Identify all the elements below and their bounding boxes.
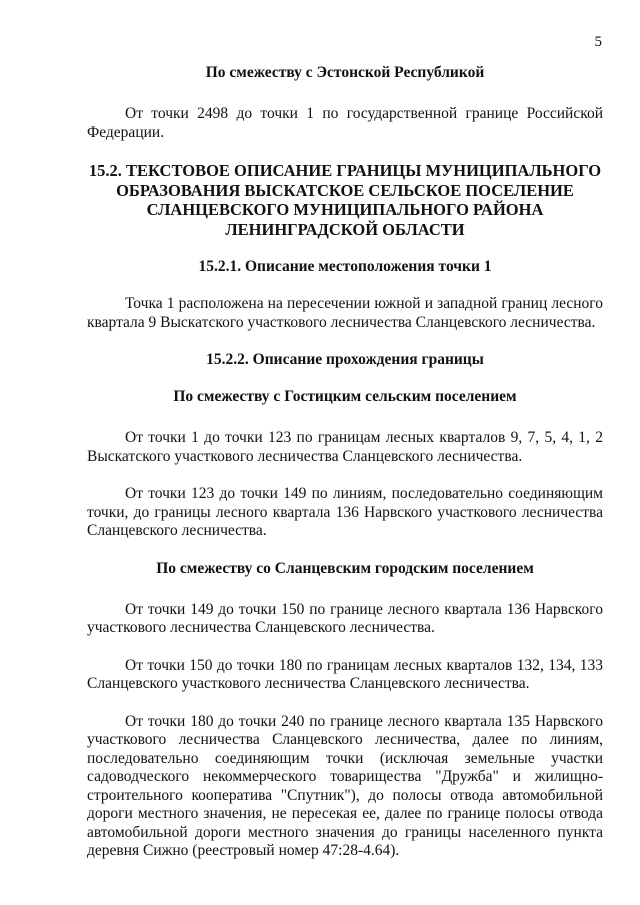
gostitsy-heading: По смежеству с Гостицким сельским поселением	[173, 388, 517, 405]
slantsy-paragraph-2: От точки 150 до точки 180 по границам лесных кварталов 132, 134, 133 Сланцевского участкового лесничества Сланцевского лесничества.	[87, 656, 603, 692]
section-title: 15.2. ТЕКСТОВОЕ ОПИСАНИЕ ГРАНИЦЫ МУНИЦИПАЛЬНОГО ОБРАЗОВАНИЯ ВЫСКАТСКОЕ СЕЛЬСКОЕ ПОСЕЛЕНИЕ СЛАНЦЕВСКОГО МУНИЦИПАЛЬНОГО РАЙОНА ЛЕНИНГРАДСКОЙ ОБЛАСТИ	[88, 161, 602, 239]
subsection-1-heading: 15.2.1. Описание местоположения точки 1	[198, 258, 492, 275]
estonia-paragraph: От точки 2498 до точки 1 по государственной границе Российской Федерации.	[87, 105, 603, 141]
slantsy-heading: По смежеству со Сланцевским городским поселением	[156, 559, 534, 577]
slantsy-paragraph-3: От точки 180 до точки 240 по границе лесного квартала 135 Нарвского участкового лесничества Сланцевского лесничества, далее по линиям, последовательно соединяющим точки (исключая земельные участки садоводческого некоммерческого товарищества "Дружба" и жилищно-строительного кооператива "Спутник"), до полосы отвода автомобильной дороги местного значения, не пересекая ее, далее по границе полосы отвода автомобильной дороги местного значения до границы населенного пункта деревня Сижно (реестровый номер 47:28-4.64).	[87, 712, 603, 859]
estonia-heading: По смежеству с Эстонской Республикой	[205, 64, 485, 81]
subsection-2-heading: 15.2.2. Описание прохождения границы	[206, 351, 484, 368]
gostitsy-paragraph-1: От точки 1 до точки 123 по границам лесных кварталов 9, 7, 5, 4, 1, 2 Выскатского участкового лесничества Сланцевского лесничества.	[87, 429, 603, 465]
subsection-1-paragraph: Точка 1 расположена на пересечении южной и западной границ лесного квартала 9 Выскатского участкового лесничества Сланцевского лесничества.	[87, 295, 603, 331]
gostitsy-paragraph-2: От точки 123 до точки 149 по линиям, последовательно соединяющим точки, до границы лесного квартала 136 Нарвского участкового лесничества Сланцевского лесничества.	[87, 485, 603, 539]
slantsy-paragraph-1: От точки 149 до точки 150 по границе лесного квартала 136 Нарвского участкового лесничества Сланцевского лесничества.	[87, 600, 603, 636]
document-content	[87, 64, 603, 861]
page-number: 5	[594, 34, 602, 50]
